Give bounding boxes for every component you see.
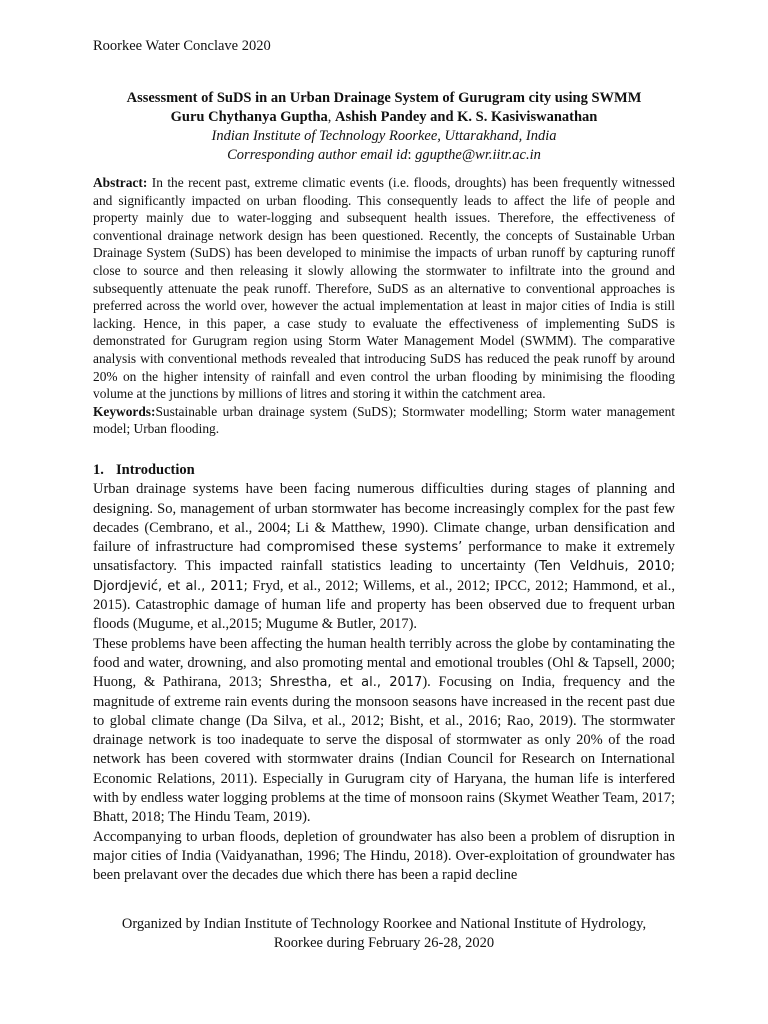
intro-p1-part-a: Urban drainage systems have been facing numerous difficulties during stages of planning and designing. So, management of urban stormwater has become increasingly complex for the past few decades (Cembrano, et al., 2004; Li & Matthew, 1990). Climate change, urban densification and failure of infrastructure had bbox=[93, 481, 675, 556]
abstract-label: Abstract: bbox=[93, 175, 148, 190]
page-footer bbox=[60, 915, 708, 953]
abstract-text: In the recent past, extreme climatic events (i.e. floods, droughts) has been frequently witnessed and significantly impacted on urban flooding. This consequently leads to affect the life of people and property mainly due to water-logging and subsequent health issues. Therefore, the effectiveness of conventional drainage network design has been questioned. Recently, the concepts of Sustainable Urban Drainage System (SuDS) has been developed to minimise the impacts of urban runoff by capturing runoff close to source and then releasing it slowly allowing the stormwater to infiltrate into the ground and subsequently attenuate the peak runoff. Therefore, SuDS as an alternative to conventional approaches is preferred across the world over, however the actual implementation at least in major cities of India is still lacking. Hence, in this paper, a case study to evaluate the effectiveness of implementing SuDS is demonstrated for Gurugram region using Storm Water Management Model (SWMM). The comparative analysis with conventional methods revealed that introducing SuDS has reduced the peak runoff by around 20% on the higher intensity of rainfall and even control the urban flooding by minimising the flooding volume at the junctions by millions of litres and storing it within the catchment area. bbox=[93, 175, 675, 402]
authors bbox=[60, 108, 708, 127]
authors-rest: Ashish Pandey and K. S. Kasiviswanathan bbox=[335, 109, 598, 125]
abstract bbox=[93, 174, 675, 438]
section-title: Introduction bbox=[116, 462, 195, 478]
section-number: 1. bbox=[93, 462, 104, 478]
keywords-text: Sustainable urban drainage system (SuDS); Stormwater modelling; Storm water management model; Urban flooding. bbox=[93, 403, 675, 437]
author-separator: , bbox=[327, 109, 336, 125]
keywords-label: Keywords: bbox=[93, 403, 156, 419]
footer-line-2: Roorkee during February 26-28, 2020 bbox=[273, 935, 495, 951]
affiliation: Indian Institute of Technology Roorkee, Uttarakhand, India bbox=[211, 128, 557, 144]
intro-p1-part-c: performance to make it extremely unsatisfactory. This impacted rainfall statistics leading to uncertainty ( bbox=[93, 539, 675, 575]
intro-p2-part-a: These problems have been affecting the human health terribly across the globe by contaminating the food and water, drowning, and also promoting mental and emotional troubles (Ohl & Tapsell, 2000; Huong, & Pathirana, 2013; bbox=[93, 635, 675, 691]
running-head: Roorkee Water Conclave 2020 bbox=[93, 38, 271, 54]
intro-paragraph-1 bbox=[93, 480, 675, 634]
email: ggupthe@wr.iitr.ac.in bbox=[415, 147, 541, 163]
section-heading bbox=[93, 461, 675, 480]
email-line bbox=[60, 146, 708, 165]
footer-line-1: Organized by Indian Institute of Technology Roorkee and National Institute of Hydrology, bbox=[121, 916, 647, 932]
author-1: Guru Chythanya Guptha bbox=[170, 109, 328, 125]
title-block bbox=[60, 89, 708, 165]
introduction-section bbox=[93, 461, 675, 886]
intro-paragraph-2 bbox=[93, 635, 675, 828]
email-label: Corresponding author email id bbox=[227, 147, 408, 163]
intro-p1-part-d: Ten Veldhuis, 2010; Djordjević, et al., 2011; bbox=[93, 559, 675, 594]
intro-p2-part-c: ). Focusing on India, frequency and the magnitude of extreme rain events during the monsoon seasons have increased in the recent past due to global climate change (Da Silva, et al., 2012; Bisht, et al., 2016; Rao, 2019). The stormwater drainage network is too inadequate to serve the disposal of stormwater as only 20% of the road network has been covered with stormwater drains (Indian Council for Research on International Economic Relations, 2011). Especially in Gurugram city of Haryana, the human life is interfered with by endless water logging problems at the time of monsoon rains (Skymet Weather Team, 2017; Bhatt, 2018; The Hindu Team, 2019). bbox=[93, 674, 675, 826]
intro-paragraph-3: Accompanying to urban floods, depletion of groundwater has also been a problem of disruption in major cities of India (Vaidyanathan, 1996; The Hindu, 2018). Over-exploitation of groundwater has been prelavant over the decades due which there has been a rapid decline bbox=[93, 828, 675, 884]
intro-p1-part-b: compromised these systems’ bbox=[266, 540, 463, 556]
intro-p1-part-e: Fryd, et al., 2012; Willems, et al., 2012; IPCC, 2012; Hammond, et al., 2015). Catastrophic damage of human life and property has been observed due to frequent urban floods (Mugume, et al.,2015; Mugume & Butler, 2017). bbox=[93, 577, 675, 633]
paper-title: Assessment of SuDS in an Urban Drainage System of Gurugram city using SWMM bbox=[126, 90, 642, 106]
intro-p2-part-b: Shrestha, et al., 2017 bbox=[269, 675, 423, 691]
email-separator: : bbox=[407, 147, 416, 163]
abstract-paragraph bbox=[93, 174, 675, 403]
keywords-paragraph bbox=[93, 403, 675, 438]
